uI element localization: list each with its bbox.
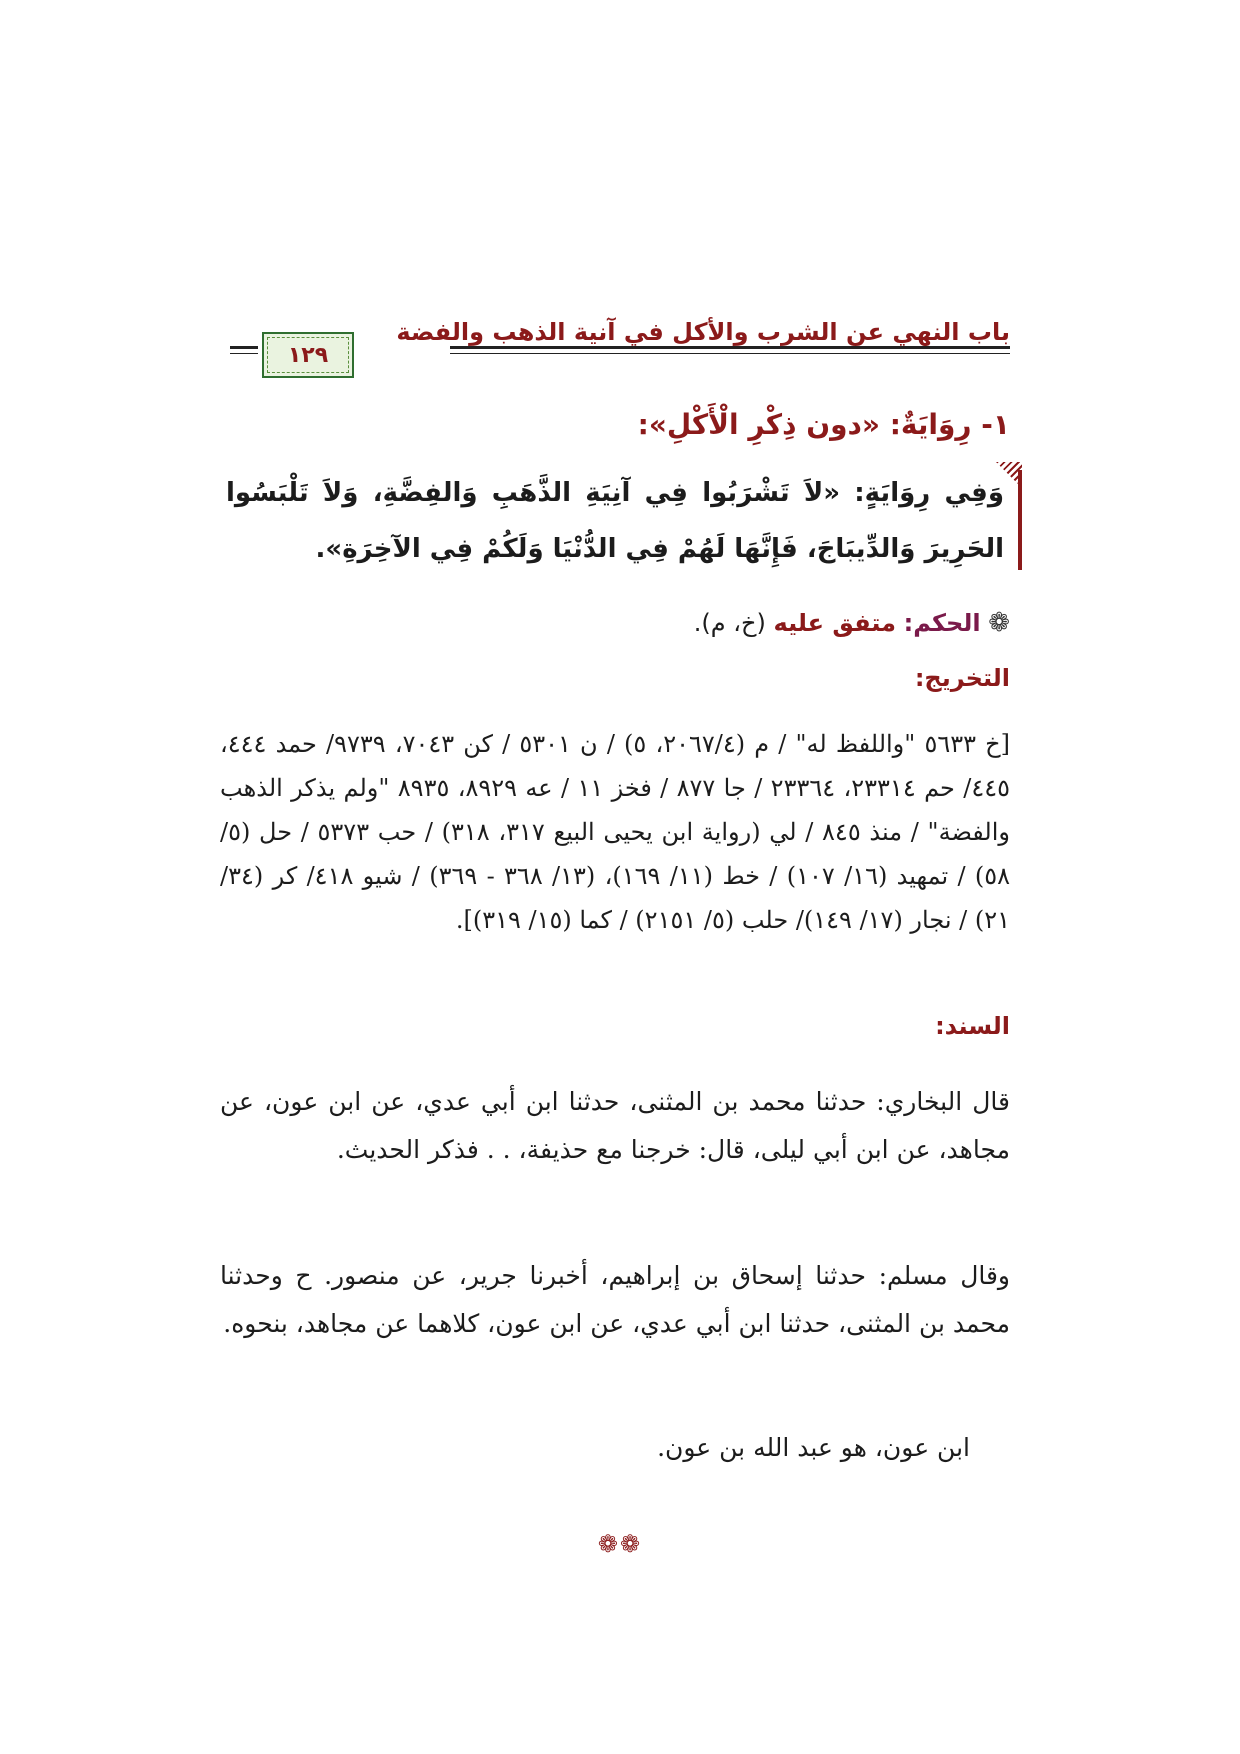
takhrij-label: التخريج: bbox=[914, 664, 1010, 692]
sanad-label: السند: bbox=[935, 1012, 1010, 1040]
running-header-title: باب النهي عن الشرب والأكل في آنية الذهب والفضة bbox=[396, 318, 1010, 346]
section-heading bbox=[638, 408, 1010, 441]
hukm-sources: (خ، م). bbox=[693, 609, 766, 637]
header-rule-left-thin bbox=[230, 353, 258, 354]
hukm-line bbox=[694, 608, 1010, 638]
header-rule-left bbox=[230, 346, 258, 349]
page-number: ١٢٩ bbox=[287, 342, 329, 368]
takhrij-text: [خ ٥٦٣٣ "واللفظ له" / م (٢٠٦٧/٤، ٥) / ن ٥٣٠١ / كن ٧٠٤٣، ٩٧٣٩/ حمد ٤٤٤، ٤٤٥/ حم ٢٣٣١٤، ٢٣٣٦٤ / جا ٨٧٧ / فخز ١١ / عه ٨٩٢٩، ٨٩٣٥ "ولم يذكر الذهب والفضة" / منذ ٨٤٥ / لي (رواية ابن يحيى البيع ٣١٧، ٣١٨) / حب ٥٣٧٣ / حل (٥/ ٥٨) / تمهيد (١٦/ ١٠٧) / خط (١١/ ١٦٩)، (١٣/ ٣٦٨ - ٣٦٩) / شيو ٤١٨/ كر (٣٤/ ٢١) / نجار (١٧/ ١٤٩)/ حلب (٥/ ٢١٥١) / كما (١٥/ ٣١٩)]. bbox=[220, 730, 1011, 934]
section-number: ١- bbox=[981, 408, 1010, 441]
sanad-paragraph: قال البخاري: حدثنا محمد بن المثنى، حدثنا ابن أبي عدي، عن ابن عون، عن مجاهد، عن ابن أبي ليلى، قال: خرجنا مع حذيفة، . . فذكر الحديث. bbox=[220, 1087, 1010, 1164]
header-rule-right-thin bbox=[450, 353, 1010, 354]
section-title: رِوَايَةٌ: «دون ذِكْرِ الْأَكْلِ»: bbox=[637, 408, 972, 441]
hadith-side-bar bbox=[1018, 470, 1022, 570]
hukm-value: متفق عليه bbox=[773, 609, 896, 637]
sanad-note: ابن عون، هو عبد الله بن عون. bbox=[657, 1433, 970, 1462]
sanad-paragraph: وقال مسلم: حدثنا إسحاق بن إبراهيم، أخبرنا جرير، عن منصور. ح وحدثنا محمد بن المثنى، حدثنا ابن أبي عدي، عن ابن عون، كلاهما عن مجاهد، بنحوه. bbox=[220, 1261, 1010, 1338]
header-rule-right bbox=[450, 346, 1010, 349]
flower-icon: ❁ bbox=[988, 608, 1010, 638]
hukm-label: الحكم: bbox=[903, 609, 981, 637]
page-number-frame bbox=[262, 332, 354, 378]
hadith-text: وَفِي رِوَايَةٍ: «لاَ تَشْرَبُوا فِي آنِيَةِ الذَّهَبِ وَالفِضَّةِ، وَلاَ تَلْبَسُوا الحَرِيرَ وَالدِّيبَاجَ، فَإِنَّهَا لَهُمْ فِي الدُّنْيَا وَلَكُمْ فِي الآخِرَةِ». bbox=[226, 478, 1004, 564]
end-ornament: ❁❁ bbox=[597, 1530, 643, 1558]
